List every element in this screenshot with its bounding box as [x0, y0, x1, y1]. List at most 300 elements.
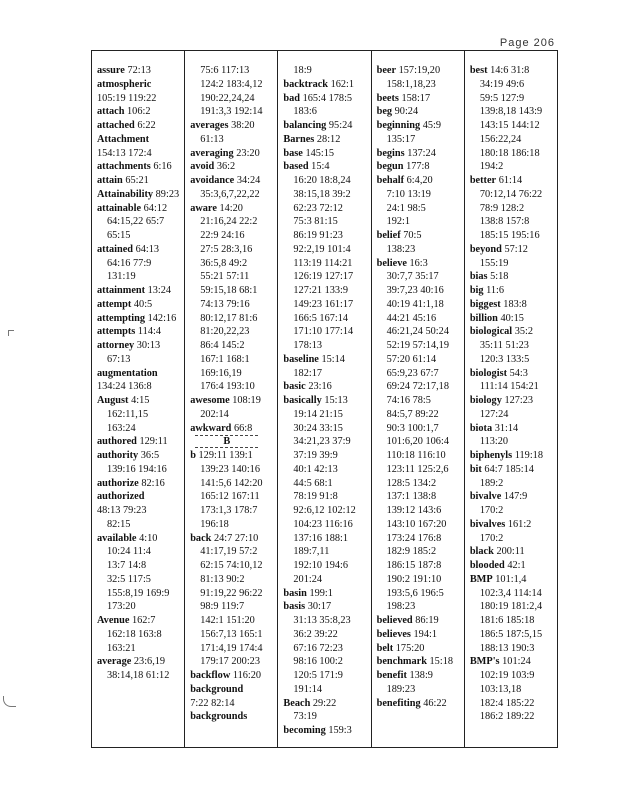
- index-column: [464, 51, 557, 747]
- page-ref: 157:19,20: [398, 65, 441, 76]
- index-entry: [190, 422, 277, 436]
- page-ref: 192:10 194:6: [293, 560, 349, 571]
- page-ref: 105:19 119:22: [97, 92, 157, 104]
- page-ref: 183:6: [293, 106, 317, 118]
- page-ref: 189:2: [479, 477, 504, 489]
- page-ref: 193:5,6 196:5: [386, 587, 444, 599]
- page-ref: 190:22,24,24: [200, 92, 255, 104]
- index-term: backflow: [190, 670, 231, 681]
- index-entry: [190, 202, 277, 395]
- page-ref: 134:24 136:8: [97, 381, 152, 393]
- index-term: baseline: [283, 353, 319, 365]
- index-term: benefiting: [376, 697, 421, 709]
- page-ref: 7:22 82:14: [190, 697, 235, 709]
- page-ref: 36:5: [140, 450, 160, 461]
- page-ref: 139:12 143:6: [386, 505, 442, 516]
- page-ref: 13:24: [147, 285, 172, 296]
- index-entry: [470, 573, 557, 656]
- page-ref: 36:5,8 49:2: [200, 257, 248, 269]
- index-entry: [190, 78, 277, 92]
- page-ref: 18:9: [293, 65, 312, 76]
- page-ref: 202:14: [200, 408, 229, 420]
- page-ref: 101:24: [502, 656, 531, 668]
- index-term: becoming: [283, 725, 326, 736]
- page-ref: 23:6,19: [133, 656, 166, 668]
- page-ref: 65:9,23 67:7: [386, 367, 439, 379]
- index-column: [371, 51, 464, 747]
- page-ref: 73:19: [293, 711, 317, 723]
- page-ref: 192:1: [386, 216, 411, 228]
- page-ref: 61:14: [498, 175, 523, 186]
- page-ref: 92:2,19 101:4: [293, 243, 351, 255]
- page-ref: 64:13: [135, 243, 160, 255]
- page-ref: 129:11 139:1: [198, 450, 253, 461]
- index-entry: [283, 697, 370, 725]
- page-ref: 27:5 28:3,16: [200, 243, 253, 255]
- page-ref: 141:5,6 142:20: [200, 477, 263, 489]
- page-ref: 86:19: [415, 615, 439, 626]
- page-ref: 39:7,23 40:16: [386, 285, 444, 296]
- index-entry: [470, 463, 557, 491]
- index-entry: [97, 339, 184, 367]
- page-ref: 10:24 11:4: [107, 546, 151, 558]
- index-term: average: [97, 656, 132, 668]
- index-term: authorized: [97, 491, 145, 503]
- page-ref: 5:18: [490, 271, 509, 283]
- index-entry: [190, 105, 277, 119]
- index-term: Barnes: [283, 133, 315, 145]
- index-entry: [470, 367, 557, 395]
- page-ref: 162:11,15: [107, 408, 149, 420]
- index-entry: [470, 270, 557, 284]
- index-entry: [97, 64, 184, 78]
- index-table: [91, 50, 558, 748]
- page-ref: 173:20: [107, 601, 136, 613]
- page-ref: 67:13: [107, 353, 131, 365]
- page-ref: 24:7 27:10: [213, 532, 259, 544]
- index-entry: [97, 174, 184, 188]
- page-ref: 70:12,14 76:22: [479, 188, 543, 200]
- page-ref: 176:4 193:10: [200, 381, 255, 393]
- index-entry: [97, 160, 184, 174]
- page-ref: 40:1 42:13: [293, 463, 338, 475]
- index-term: balancing: [283, 120, 327, 131]
- index-term: believed: [376, 615, 413, 626]
- page-ref: 128:5 134:2: [386, 477, 437, 489]
- index-entry: [377, 147, 464, 161]
- page-ref: 6:22: [137, 120, 156, 131]
- page-ref: 67:16 72:23: [293, 642, 343, 654]
- page-ref: 131:19: [107, 271, 136, 283]
- page-ref: 145:15: [305, 147, 335, 159]
- page-ref: 38:20: [231, 120, 255, 131]
- page-ref: 135:17: [386, 133, 416, 145]
- page-ref: 129:11: [139, 436, 168, 448]
- page-ref: 80:12,17 81:6: [200, 312, 258, 324]
- page-number: Page 206: [499, 37, 555, 49]
- index-entry: [470, 174, 557, 243]
- index-term: bad: [283, 92, 301, 104]
- page-ref: 183:8: [503, 298, 527, 310]
- page-ref: 21:16,24 22:2: [200, 216, 258, 228]
- index-entry: [377, 628, 464, 642]
- page-ref: 40:5: [133, 298, 153, 310]
- page-ref: 30:24 33:15: [293, 422, 343, 434]
- index-term: billion: [469, 312, 498, 324]
- page-ref: 124:2 183:4,12: [200, 78, 263, 90]
- page-ref: 70:5: [403, 230, 422, 241]
- page-ref: 24:1 98:5: [386, 202, 426, 214]
- page-ref: 30:7,7 35:17: [386, 271, 439, 283]
- index-term: averaging: [190, 147, 234, 159]
- index-term: b: [190, 450, 196, 461]
- index-term: Avenue: [97, 615, 130, 626]
- page-ref: 191:3,3 192:14: [200, 106, 263, 118]
- page-ref: 166:5 167:14: [293, 312, 349, 324]
- index-term: better: [469, 175, 497, 186]
- index-entry: [190, 147, 277, 161]
- index-entry: [377, 642, 464, 656]
- index-entry: [97, 532, 184, 615]
- page-ref: 182:4 185:22: [479, 697, 535, 709]
- page-ref: 170:2: [479, 532, 504, 544]
- page-ref: 119:18: [514, 450, 543, 461]
- page-ref: 81:13 90:2: [200, 573, 245, 585]
- page-ref: 139:8,18 143:9: [479, 106, 543, 118]
- page-ref: 182:17: [293, 367, 323, 379]
- index-term: basically: [283, 395, 322, 406]
- page-ref: 95:24: [328, 120, 353, 131]
- index-term: attempts: [97, 326, 136, 338]
- page-ref: 98:9 119:7: [200, 601, 245, 613]
- page-ref: 98:16 100:2: [293, 656, 343, 668]
- page-ref: 201:24: [293, 573, 323, 585]
- page-ref: 37:19 39:9: [293, 450, 338, 461]
- page-ref: 52:19 57:14,19: [386, 340, 449, 351]
- page-ref: 74:13 79:16: [200, 298, 250, 310]
- page-ref: 44:21 45:16: [386, 312, 437, 324]
- index-term: beginning: [376, 120, 421, 131]
- page-ref: 14:20: [219, 202, 243, 214]
- page-ref: 138:8 157:8: [479, 216, 530, 228]
- page-ref: 84:5,7 89:22: [386, 408, 439, 420]
- index-term: assure: [97, 65, 125, 76]
- index-term: big: [469, 285, 484, 296]
- index-entry: [283, 133, 370, 147]
- index-term: Attainability: [97, 188, 154, 200]
- page-ref: 102:19 103:9: [479, 670, 535, 681]
- index-entry: [470, 490, 557, 518]
- index-term: attained: [97, 243, 134, 255]
- index-term: blooded: [469, 560, 505, 571]
- index-entry: [283, 380, 370, 394]
- index-term: biggest: [469, 298, 501, 310]
- index-entry: [377, 614, 464, 628]
- page-ref: 194:1: [413, 628, 437, 640]
- page-ref: 4:15: [131, 395, 150, 406]
- index-term: attorney: [97, 340, 135, 351]
- page-ref: 101:6,20 106:4: [386, 436, 449, 448]
- page-ref: 11:6: [486, 285, 505, 296]
- index-entry: [283, 78, 370, 92]
- page-ref: 35:11 51:23: [479, 340, 529, 351]
- index-term: back: [190, 532, 212, 544]
- section-letter: B: [190, 435, 277, 449]
- index-entry: [470, 545, 557, 559]
- page-ref: 165:12 167:11: [200, 491, 260, 503]
- page-ref: 29:22: [312, 697, 337, 709]
- index-entry: [470, 312, 557, 326]
- page-ref: 137:1 138:8: [386, 491, 437, 503]
- page-ref: 116:20: [232, 670, 262, 681]
- page-ref: 127:24: [479, 408, 509, 420]
- page-ref: 127:21 133:9: [293, 285, 349, 296]
- page-ref: 143:15 144:12: [479, 120, 540, 131]
- index-term: attach: [97, 106, 125, 118]
- index-term: black: [469, 546, 494, 558]
- page-ref: 162:18 163:8: [107, 628, 162, 640]
- page-ref: 16:3: [409, 257, 428, 269]
- page-ref: 61:13: [200, 133, 224, 145]
- page-ref: 111:14 154:21: [479, 381, 539, 393]
- page-ref: 40:19 41:1,18: [386, 298, 444, 310]
- page-ref: 189:23: [386, 683, 416, 695]
- page-ref: 59:5 127:9: [479, 92, 525, 104]
- page-ref: 31:13 35:8,23: [293, 615, 351, 626]
- page-ref: 86:19 91:23: [293, 230, 343, 241]
- index-entry: [377, 92, 464, 106]
- index-entry: [97, 614, 184, 655]
- index-entry: [97, 312, 184, 326]
- index-term: attainment: [97, 285, 146, 296]
- page-ref: 173:1,3 178:7: [200, 505, 258, 516]
- index-entry: [377, 64, 464, 92]
- index-term: beer: [376, 65, 397, 76]
- index-entry: [470, 325, 557, 366]
- page-ref: 57:20 61:14: [386, 353, 437, 365]
- index-term: attempting: [97, 312, 146, 324]
- page-ref: 59:15,18 68:1: [200, 285, 258, 296]
- page-ref: 139:23 140:16: [200, 463, 260, 475]
- page-ref: 30:17: [307, 601, 332, 613]
- page-ref: 32:5 117:5: [107, 573, 151, 585]
- scan-mark: [3, 696, 16, 707]
- page-ref: 182:9 185:2: [386, 546, 437, 558]
- page-ref: 126:19 127:17: [293, 271, 354, 283]
- index-term: bivalves: [469, 518, 506, 530]
- index-term: beets: [376, 92, 399, 104]
- page-ref: 66:8: [233, 422, 253, 434]
- page-ref: 104:23 116:16: [293, 518, 353, 530]
- page-ref: 91:19,22 96:22: [200, 587, 263, 599]
- index-entry: [470, 422, 557, 450]
- index-entry: [97, 325, 184, 339]
- page-ref: 90:3 100:1,7: [386, 422, 439, 434]
- index-term: backgrounds: [190, 711, 248, 723]
- index-term: behalf: [376, 175, 405, 186]
- index-term: avoidance: [190, 175, 235, 186]
- index-entry: [283, 587, 370, 601]
- page-ref: 159:3: [328, 725, 352, 736]
- page-ref: 30:13: [136, 340, 161, 351]
- page-ref: 4:10: [139, 532, 158, 544]
- page-ref: 15:18: [429, 656, 453, 668]
- index-term: authored: [97, 436, 137, 448]
- page-ref: 78:9 128:2: [479, 202, 525, 214]
- page-ref: 72:13: [127, 65, 151, 76]
- index-term: avoid: [190, 161, 215, 173]
- index-entry: [283, 64, 370, 78]
- page-ref: 78:19 91:8: [293, 491, 338, 503]
- page-ref: 38:15,18 39:2: [293, 188, 351, 200]
- index-term: belt: [376, 642, 394, 654]
- page-ref: 114:4: [137, 326, 161, 338]
- index-term: Attachment: [97, 133, 150, 145]
- index-entry: [470, 298, 557, 312]
- index-entry: [190, 174, 277, 202]
- page-ref: 137:24: [407, 147, 436, 159]
- page-ref: 34:24: [236, 175, 261, 186]
- page-ref: 123:11 125:2,6: [386, 463, 449, 475]
- index-term: believes: [376, 628, 411, 640]
- page-ref: 82:16: [141, 477, 165, 489]
- index-term: aware: [190, 202, 217, 214]
- page-ref: 158:1,18,23: [386, 78, 436, 90]
- page-ref: 101:1,4: [495, 573, 527, 585]
- page-ref: 15:13: [324, 395, 348, 406]
- page-ref: 199:1: [309, 587, 333, 599]
- index-term: base: [283, 147, 303, 159]
- page-ref: 64:7 185:14: [484, 463, 534, 475]
- index-entry: [97, 477, 184, 491]
- index-entry: [97, 367, 184, 395]
- index-term: background: [190, 683, 244, 695]
- index-term: authority: [97, 450, 139, 461]
- index-entry: [470, 394, 557, 422]
- page-ref: 127:23: [504, 395, 534, 406]
- index-term: bivalve: [469, 491, 502, 503]
- index-entry: [97, 449, 184, 477]
- index-entry: [97, 133, 184, 161]
- index-term: awesome: [190, 395, 230, 406]
- index-column: [92, 51, 184, 747]
- page-ref: 75:6 117:13: [200, 65, 250, 76]
- page-ref: 54:3: [509, 367, 528, 379]
- page-ref: 23:16: [308, 381, 332, 393]
- page-ref: 190:2 191:10: [386, 573, 442, 585]
- index-entry: [190, 532, 277, 670]
- index-entry: [283, 147, 370, 161]
- index-entry: [377, 655, 464, 669]
- page-ref: 139:16 194:16: [107, 463, 167, 475]
- page-ref: 158:17: [401, 92, 431, 104]
- page-ref: 155:19: [479, 257, 509, 269]
- page-ref: 163:24: [107, 422, 136, 434]
- index-entry: [377, 174, 464, 229]
- page-ref: 6:4,20: [406, 175, 433, 186]
- page-ref: 162:7: [132, 615, 156, 626]
- index-entry: [470, 449, 557, 463]
- index-term: begun: [376, 161, 404, 173]
- index-entry: [97, 119, 184, 133]
- page-ref: 6:16: [153, 161, 172, 173]
- index-term: backtrack: [283, 78, 329, 90]
- page-ref: 188:13 190:3: [479, 642, 535, 654]
- page-ref: 35:2: [514, 326, 534, 338]
- page-ref: 81:20,22,23: [200, 326, 250, 338]
- index-term: bit: [469, 463, 482, 475]
- index-entry: [97, 435, 184, 449]
- page-ref: 180:18 186:18: [479, 147, 540, 159]
- page-ref: 194:2: [479, 161, 504, 173]
- index-entry: [377, 697, 464, 711]
- page-ref: 90:24: [394, 106, 419, 118]
- index-entry: [190, 683, 277, 711]
- index-term: authorize: [97, 477, 139, 489]
- index-entry: [97, 490, 184, 531]
- page-ref: 186:5 187:5,15: [479, 628, 543, 640]
- page-ref: 162:1: [330, 78, 355, 90]
- page-ref: 198:23: [386, 601, 416, 613]
- page-ref: 13:7 14:8: [107, 560, 147, 571]
- page-ref: 110:18 116:10: [386, 450, 446, 461]
- page-ref: 165:4 178:5: [302, 92, 353, 104]
- index-term: based: [283, 161, 309, 173]
- index-entry: [97, 78, 184, 106]
- index-entry: [97, 655, 184, 683]
- page-ref: 22:9 24:16: [200, 230, 245, 241]
- page-ref: 180:19 181:2,4: [479, 601, 543, 613]
- index-term: begins: [376, 147, 405, 159]
- page-ref: 102:3,4 114:14: [479, 587, 542, 599]
- page-ref: 200:11: [496, 546, 525, 558]
- index-entry: [190, 92, 277, 106]
- page-ref: 175:20: [395, 642, 425, 654]
- index-entry: [190, 669, 277, 683]
- index-term: attainable: [97, 202, 142, 214]
- page-ref: 36:2: [216, 161, 236, 173]
- index-entry: [283, 119, 370, 133]
- page-ref: 113:20: [479, 436, 509, 448]
- page-ref: 181:6 185:18: [479, 615, 535, 626]
- page-ref: 65:21: [125, 175, 149, 186]
- index-entry: [97, 298, 184, 312]
- page-ref: 64:16 77:9: [107, 257, 152, 269]
- page-ref: 45:9: [422, 120, 441, 131]
- index-entry: [97, 202, 184, 243]
- page-ref: 19:14 21:15: [293, 408, 343, 420]
- index-term: biology: [469, 395, 502, 406]
- index-entry: [377, 119, 464, 147]
- page-ref: 34:19 49:6: [479, 78, 525, 90]
- index-entry: [377, 105, 464, 119]
- index-term: attachments: [97, 161, 151, 173]
- page-ref: 40:15: [500, 312, 524, 324]
- page-ref: 28:12: [316, 133, 341, 145]
- index-term: biologist: [469, 367, 508, 379]
- index-entry: [470, 64, 557, 174]
- index-entry: [377, 160, 464, 174]
- page-ref: 186:15 187:8: [386, 560, 442, 571]
- page-ref: 86:4 145:2: [200, 340, 245, 351]
- page-ref: 31:14: [494, 422, 519, 434]
- page-ref: 15:4: [311, 161, 330, 173]
- index-entry: [470, 655, 557, 724]
- page-ref: 48:13 79:23: [97, 505, 147, 516]
- page-ref: 154:13 172:4: [97, 147, 152, 159]
- page-ref: 142:16: [147, 312, 177, 324]
- page-ref: 113:19 114:21: [293, 257, 353, 269]
